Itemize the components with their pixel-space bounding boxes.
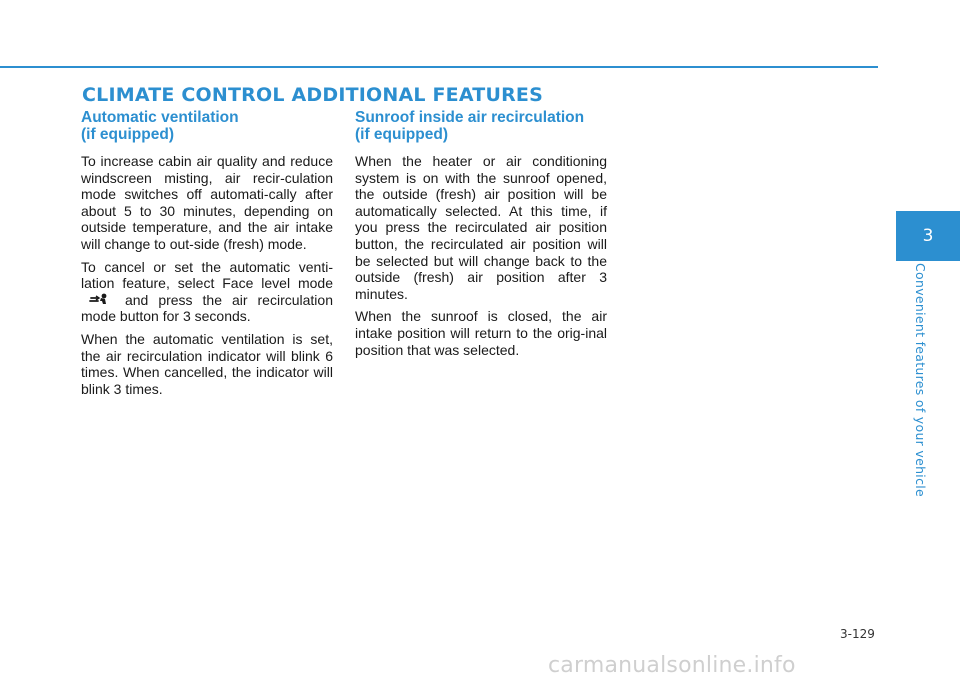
heading-line: (if equipped) (81, 126, 174, 143)
heading-line: Sunroof inside air recirculation (355, 109, 585, 126)
paragraph: To increase cabin air quality and reduce windscreen misting, air recir-culation mode switches off automati-cally after about 5 to 30 minutes, depending on outside temperature, and the air intake will change to out-side (fresh) mode. (81, 153, 333, 252)
automatic-ventilation-heading (81, 109, 333, 143)
paragraph-text: and press the air recirculation mode button for 3 seconds. (81, 291, 333, 325)
chapter-title: Convenient features of your vehicle (913, 263, 928, 498)
left-column (81, 109, 333, 403)
heading-line: (if equipped) (355, 126, 448, 143)
header-rule (0, 66, 878, 68)
section-title: CLIMATE CONTROL ADDITIONAL FEATURES (82, 84, 543, 106)
page-number: 3-129 (840, 627, 875, 641)
paragraph: When the heater or air conditioning system is on with the sunroof opened, the outside (fresh) air position will be automatically selected. At this time, if you press the recirculated air position button, the recirculated air position will be selected but will change back to the outside (fresh) air position after 3 minutes. (355, 153, 607, 302)
paragraph: When the automatic ventilation is set, the air recirculation indicator will blink 6 times. When cancelled, the indicator will blink 3 times. (81, 330, 333, 397)
chapter-tab (896, 211, 960, 261)
paragraph: When the sunroof is closed, the air intake position will return to the orig-inal position that was selected. (355, 308, 607, 358)
heading-line: Automatic ventilation (81, 109, 239, 126)
watermark: carmanualsonline.info (548, 653, 796, 678)
chapter-number: 3 (922, 226, 934, 246)
right-column (355, 109, 607, 364)
paragraph-with-icon (81, 259, 333, 325)
face-level-mode-icon (89, 293, 111, 307)
sunroof-recirculation-heading (355, 109, 607, 143)
paragraph-text: To cancel or set the automatic venti-lation feature, select Face level mode (81, 258, 333, 292)
